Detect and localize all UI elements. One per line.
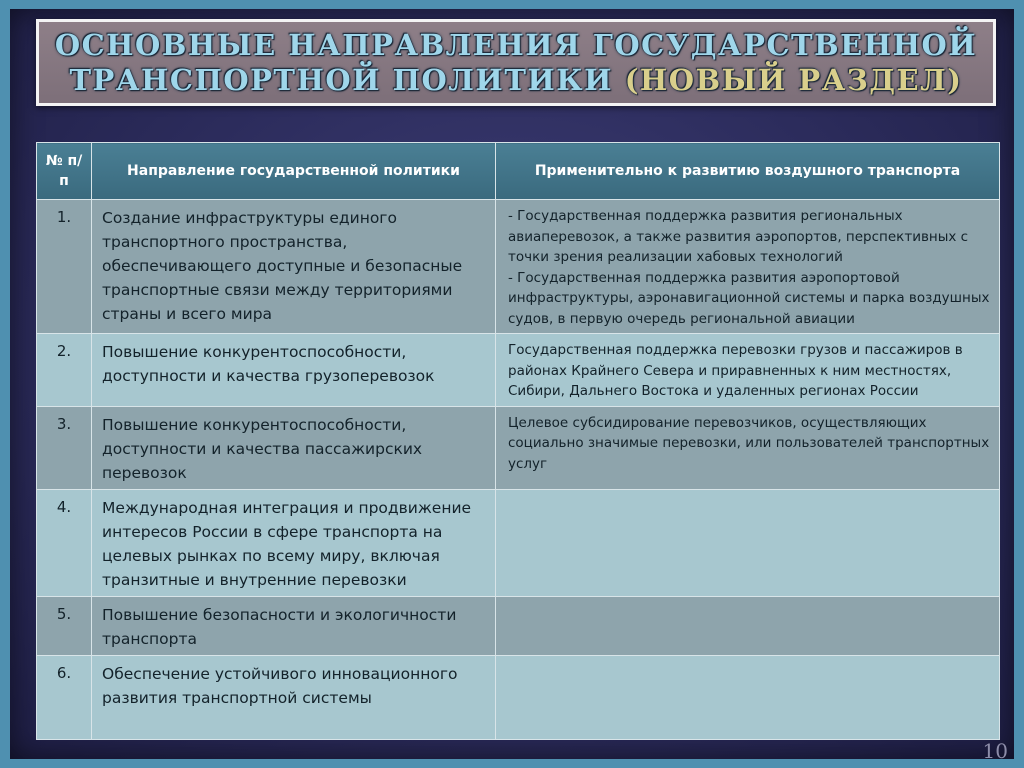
row-direction: Создание инфраструктуры единого транспортного пространства, обеспечивающего доступные и безопасные транспортные связи между территориями страны и всего мира xyxy=(92,200,496,334)
slide-title xyxy=(39,28,993,98)
title-banner xyxy=(36,19,996,106)
table-row xyxy=(37,489,1000,596)
row-air-transport: Государственная поддержка перевозки грузов и пассажиров в районах Крайнего Севера и приравненных к ним местностях, Сибири, Дальнего Востока и удаленных регионах России xyxy=(496,334,1000,407)
table-row xyxy=(37,655,1000,739)
row-number: 2. xyxy=(37,334,92,407)
title-line-2-paren: (НОВЫЙ РАЗДЕЛ) xyxy=(624,63,963,97)
row-direction: Повышение конкурентоспособности, доступности и качества грузоперевозок xyxy=(92,334,496,407)
policy-table xyxy=(36,142,1000,740)
header-direction: Направление государственной политики xyxy=(92,143,496,200)
page-number: 10 xyxy=(982,739,1008,763)
row-number: 1. xyxy=(37,200,92,334)
table-row xyxy=(37,596,1000,655)
title-line-2 xyxy=(39,63,993,98)
header-air-transport: Применительно к развитию воздушного транспорта xyxy=(496,143,1000,200)
row-air-transport xyxy=(496,489,1000,596)
table-row xyxy=(37,406,1000,489)
title-line-1: ОСНОВНЫЕ НАПРАВЛЕНИЯ ГОСУДАРСТВЕННОЙ xyxy=(54,28,978,62)
row-direction: Повышение конкурентоспособности, доступности и качества пассажирских перевозок xyxy=(92,406,496,489)
row-number: 5. xyxy=(37,596,92,655)
row-direction: Международная интеграция и продвижение интересов России в сфере транспорта на целевых рынках по всему миру, включая транзитные и внутренние перевозки xyxy=(92,489,496,596)
row-number: 4. xyxy=(37,489,92,596)
table-row xyxy=(37,334,1000,407)
row-air-transport xyxy=(496,655,1000,739)
row-air-transport: - Государственная поддержка развития региональных авиаперевозок, а также развития аэропортов, перспективных с точки зрения реализации хабовых технологий - Государственная поддержка развития аэропортовой инфраструктуры, аэронавигационной системы и парка воздушных судов, в первую очередь региональной авиации xyxy=(496,200,1000,334)
title-line-2-main: ТРАНСПОРТНОЙ ПОЛИТИКИ xyxy=(69,63,625,97)
row-number: 6. xyxy=(37,655,92,739)
table-header-row xyxy=(37,143,1000,200)
row-direction: Обеспечение устойчивого инновационного развития транспортной системы xyxy=(92,655,496,739)
header-number: № п/п xyxy=(37,143,92,200)
row-number: 3. xyxy=(37,406,92,489)
row-direction: Повышение безопасности и экологичности транспорта xyxy=(92,596,496,655)
row-air-transport: Целевое субсидирование перевозчиков, осуществляющих социально значимые перевозки, или пользователей транспортных услуг xyxy=(496,406,1000,489)
table-row xyxy=(37,200,1000,334)
row-air-transport xyxy=(496,596,1000,655)
